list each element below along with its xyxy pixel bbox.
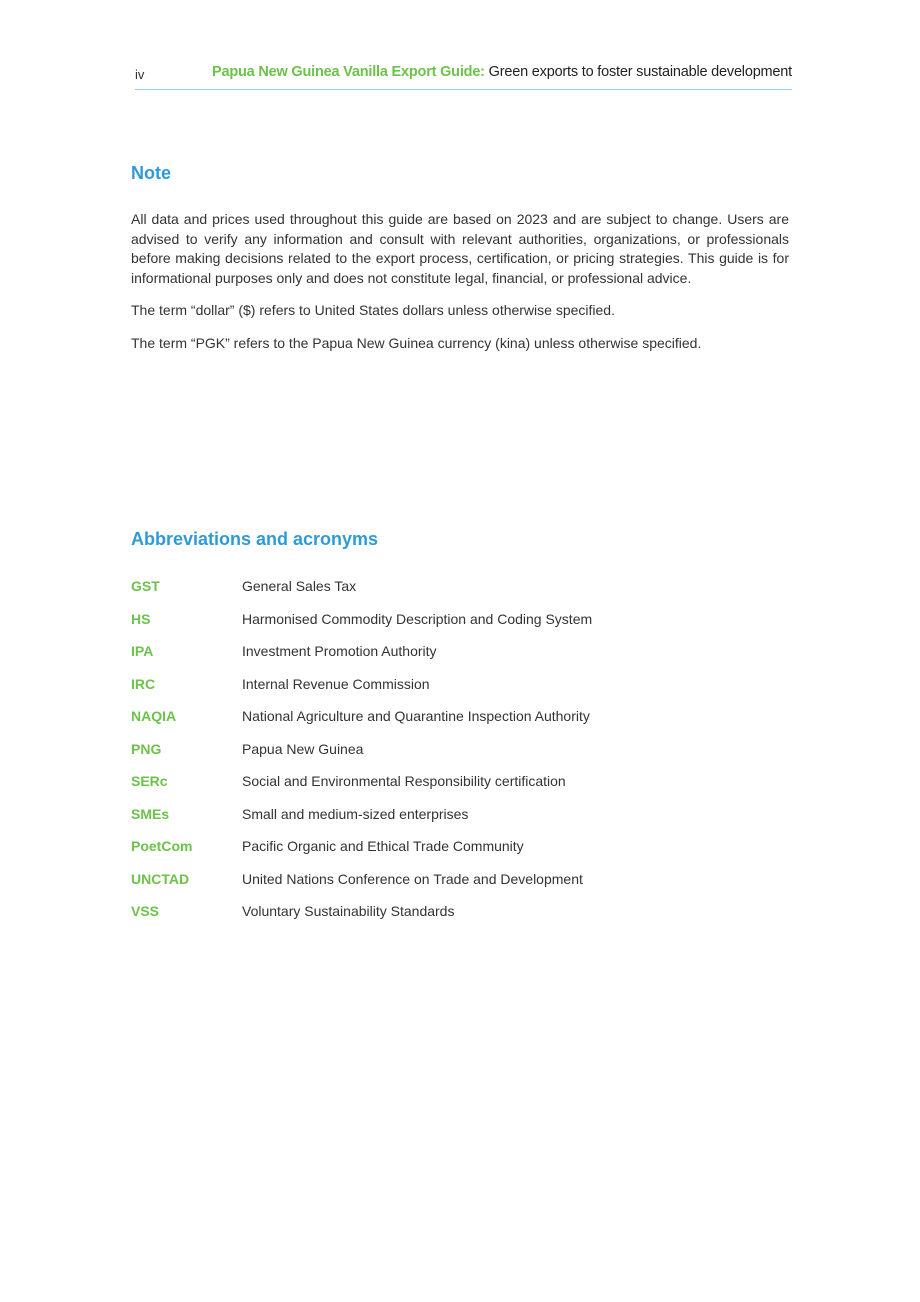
abbreviation-row: [131, 837, 791, 870]
abbreviation-definition: Investment Promotion Authority: [242, 643, 437, 659]
running-title-subtitle: Green exports to foster sustainable development: [484, 64, 792, 80]
running-title: [212, 64, 792, 80]
abbreviation-definition: Pacific Organic and Ethical Trade Community: [242, 838, 524, 854]
note-paragraph: All data and prices used throughout this guide are based on 2023 and are subject to change. Users are advised to verify any information and consult with relevant authorities, organizations, or professionals before making decisions related to the export process, certification, or pricing strategies. This guide is for informational purposes only and does not constitute legal, financial, or professional advice.: [131, 211, 789, 286]
abbreviation-code: GST: [131, 578, 160, 594]
abbreviations-heading: Abbreviations and acronyms: [131, 529, 379, 549]
abbreviations-list: [131, 577, 791, 935]
abbreviation-row: [131, 675, 791, 708]
abbreviation-definition: Harmonised Commodity Description and Coding System: [242, 610, 593, 627]
abbreviation-definition: United Nations Conference on Trade and Development: [242, 870, 583, 887]
abbreviation-code: VSS: [131, 903, 160, 919]
abbreviation-definition: General Sales Tax: [242, 578, 357, 594]
abbreviation-row: [131, 707, 791, 740]
abbreviation-code: HS: [131, 610, 151, 627]
abbreviation-definition: Voluntary Sustainability Standards: [242, 903, 455, 919]
abbreviation-code: UNCTAD: [131, 870, 190, 887]
abbreviation-row: [131, 610, 791, 643]
abbreviation-definition: Small and medium-sized enterprises: [242, 805, 469, 822]
abbreviation-definition: National Agriculture and Quarantine Inspection Authority: [242, 708, 590, 724]
abbreviation-row: [131, 577, 791, 610]
abbreviation-code: NAQIA: [131, 708, 177, 724]
abbreviation-row: [131, 740, 791, 773]
abbreviation-row: [131, 642, 791, 675]
note-body: [131, 210, 789, 366]
note-heading: Note: [131, 163, 171, 183]
abbreviation-definition: Papua New Guinea: [242, 740, 364, 757]
abbreviation-code: PoetCom: [131, 838, 193, 854]
abbreviation-row: [131, 805, 791, 838]
abbreviation-code: PNG: [131, 740, 162, 757]
note-paragraph: The term “PGK” refers to the Papua New Guinea currency (kina) unless otherwise specified.: [131, 334, 702, 351]
abbreviation-definition: Internal Revenue Commission: [242, 675, 430, 692]
abbreviation-code: SERc: [131, 773, 168, 789]
abbreviation-row: [131, 902, 791, 935]
running-header: [135, 62, 792, 90]
running-title-bold: Papua New Guinea Vanilla Export Guide:: [212, 64, 485, 80]
abbreviation-code: SMEs: [131, 805, 170, 822]
abbreviation-row: [131, 772, 791, 805]
page-number: iv: [135, 67, 145, 82]
abbreviation-code: IPA: [131, 643, 154, 659]
abbreviation-code: IRC: [131, 675, 156, 692]
abbreviation-row: [131, 870, 791, 903]
abbreviation-definition: Social and Environmental Responsibility certification: [242, 773, 566, 789]
note-paragraph: The term “dollar” ($) refers to United States dollars unless otherwise specified.: [131, 302, 615, 318]
